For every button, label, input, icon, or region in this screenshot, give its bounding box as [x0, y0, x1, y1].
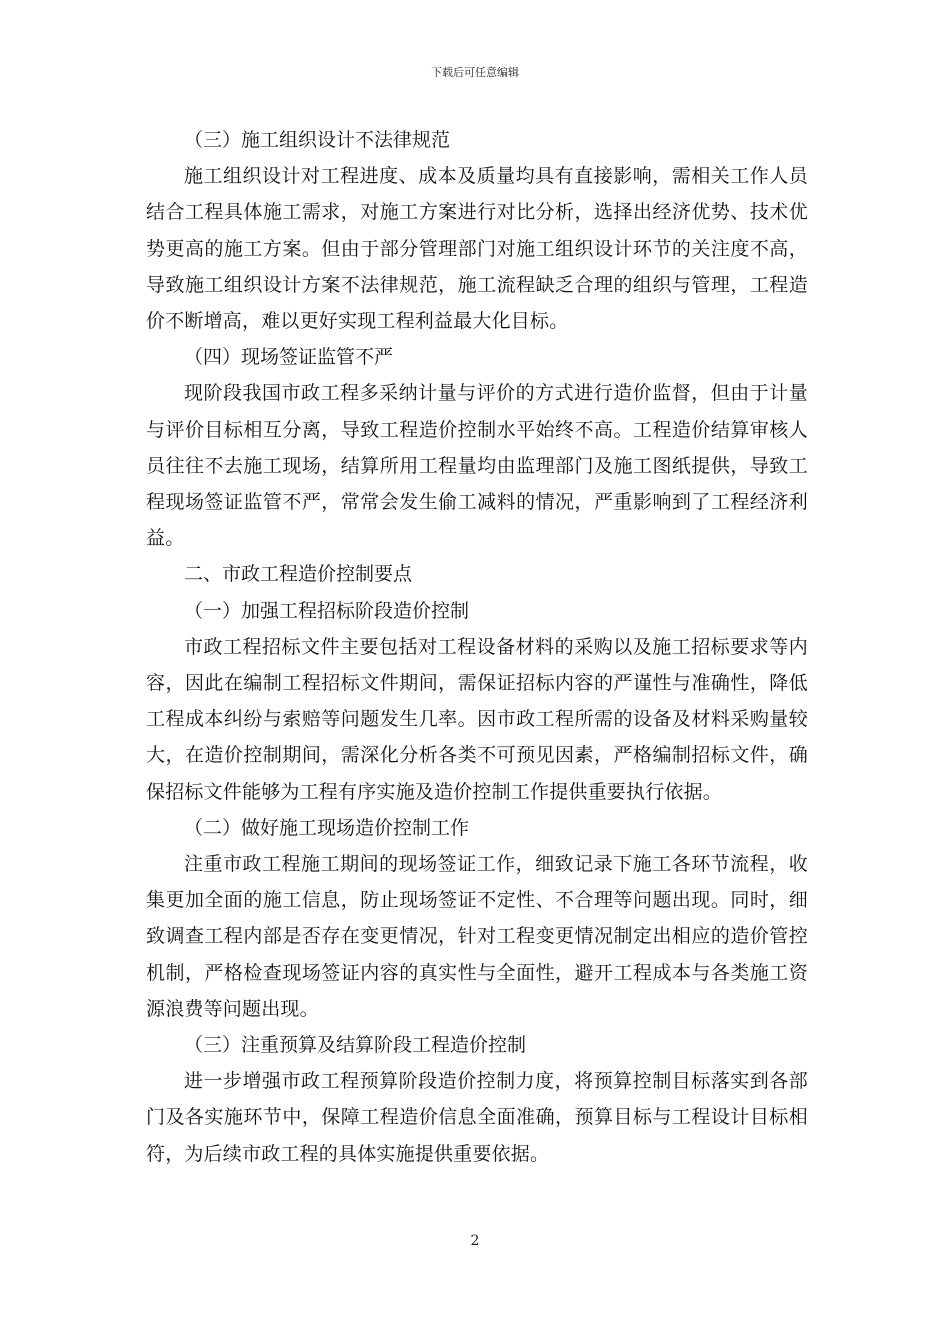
paragraph-site-cost: 注重市政工程施工期间的现场签证工作，细致记录下施工各环节流程，收集更加全面的施工信息，防止现场签证不定性、不合理等问题出现。同时，细致调查工程内部是否存在变更情况，针对工程变更情况制定出相应的造价管控机制，严格检查现场签证内容的真实性与全面性，避开工程成本与各类施工资源浪费等问题出现。 [146, 853, 808, 1020]
section-heading-3-construction-design: （三）施工组织设计不法律规范 [184, 129, 451, 151]
paragraph-site-visa: 现阶段我国市政工程多采纳计量与评价的方式进行造价监督，但由于计量与评价目标相互分离，导致工程造价控制水平始终不高。工程造价结算审核人员往往不去施工现场，结算所用工程量均由监理部门及施工图纸提供，导致工程现场签证监管不严，常常会发生偷工减料的情况，严重影响到了工程经济利益。 [146, 382, 808, 550]
section-heading-2-site-cost: （二）做好施工现场造价控制工作 [184, 816, 470, 839]
section-heading-3-budget-settlement: （三）注重预算及结算阶段工程造价控制 [184, 1034, 527, 1057]
chapter-heading-cost-control-points: 二、市政工程造价控制要点 [184, 563, 413, 586]
section-heading-4-site-visa: （四）现场签证监管不严 [184, 346, 394, 369]
document-body [146, 122, 808, 1172]
section-heading-1-bidding: （一）加强工程招标阶段造价控制 [184, 599, 470, 622]
paragraph-construction-design: 施工组织设计对工程进度、成本及质量均具有直接影响，需相关工作人员结合工程具体施工需求，对施工方案进行对比分析，选择出经济优势、技术优势更高的施工方案。但由于部分管理部门对施工组织设计环节的关注度不高，导致施工组织设计方案不法律规范，施工流程缺乏合理的组织与管理，工程造价不断增高，难以更好实现工程利益最大化目标。 [146, 165, 808, 333]
page-number: 2 [470, 1233, 480, 1249]
paragraph-bidding: 市政工程招标文件主要包括对工程设备材料的采购以及施工招标要求等内容，因此在编制工程招标文件期间，需保证招标内容的严谨性与准确性，降低工程成本纠纷与索赔等问题发生几率。因市政工程所需的设备及材料采购量较大，在造价控制期间，需深化分析各类不可预见因素，严格编制招标文件，确保招标文件能够为工程有序实施及造价控制工作提供重要执行依据。 [146, 635, 808, 803]
paragraph-budget-settlement: 进一步增强市政工程预算阶段造价控制力度，将预算控制目标落实到各部门及各实施环节中，保障工程造价信息全面准确，预算目标与工程设计目标相符，为后续市政工程的具体实施提供重要依据。 [146, 1070, 808, 1165]
page-header: 下载后可任意编辑 [431, 66, 519, 79]
